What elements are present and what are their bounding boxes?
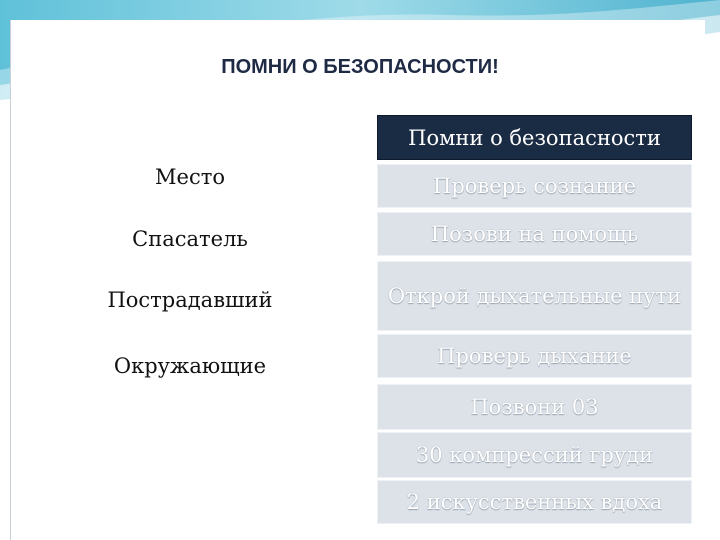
left-list-item-place: Место [155, 165, 225, 189]
left-list-item-rescuer: Спасатель [132, 227, 248, 251]
slide-title: ПОМНИ О БЕЗОПАСНОСТИ! [221, 56, 499, 78]
step-check-consciousness: Проверь сознание [377, 164, 692, 208]
step-check-breathing: Проверь дыхание [377, 334, 692, 378]
step-call-for-help: Позови на помощь [377, 212, 692, 256]
step-call-03: Позвони 03 [377, 384, 692, 430]
left-list-item-victim: Пострадавший [107, 288, 273, 312]
steps-header: Помни о безопасности [377, 115, 692, 160]
step-rescue-breaths: 2 искусственных вдоха [377, 480, 692, 524]
left-list-item-bystanders: Окружающие [113, 354, 267, 378]
step-chest-compressions: 30 компрессий груди [377, 432, 692, 478]
step-open-airway: Открой дыхательные пути [377, 261, 692, 331]
